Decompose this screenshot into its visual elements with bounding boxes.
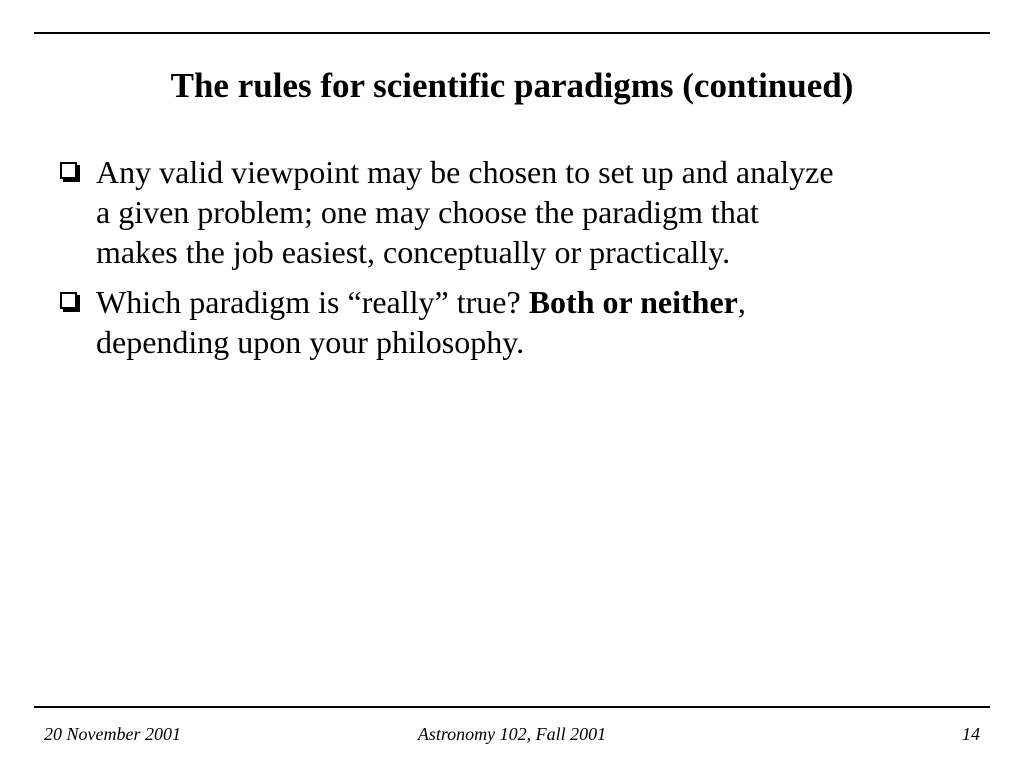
bullet-item bbox=[60, 152, 990, 272]
top-divider bbox=[34, 32, 990, 34]
footer-page-number: 14 bbox=[962, 724, 980, 744]
bullet-list bbox=[60, 152, 990, 372]
checkbox-bullet-icon bbox=[60, 292, 77, 309]
checkbox-bullet-icon bbox=[60, 162, 77, 179]
bullet-emphasis: Both or neither bbox=[528, 284, 738, 320]
footer-course: Astronomy 102, Fall 2001 bbox=[417, 724, 607, 744]
bullet-text-line: depending upon your philosophy. bbox=[96, 324, 525, 360]
slide-title: The rules for scientific paradigms (continued) bbox=[170, 66, 854, 105]
bullet-text-line: Any valid viewpoint may be chosen to set up and analyze bbox=[96, 154, 834, 190]
bullet-text: Which paradigm is “really” true? bbox=[96, 284, 529, 320]
footer-date: 20 November 2001 bbox=[44, 724, 181, 744]
bullet-text-line: a given problem; one may choose the paradigm that bbox=[96, 194, 759, 230]
bullet-item bbox=[60, 282, 990, 362]
bullet-text-line: makes the job easiest, conceptually or practically. bbox=[96, 234, 731, 270]
bullet-text-line bbox=[96, 282, 990, 322]
bullet-text: , bbox=[737, 284, 746, 320]
bottom-divider bbox=[34, 706, 990, 708]
